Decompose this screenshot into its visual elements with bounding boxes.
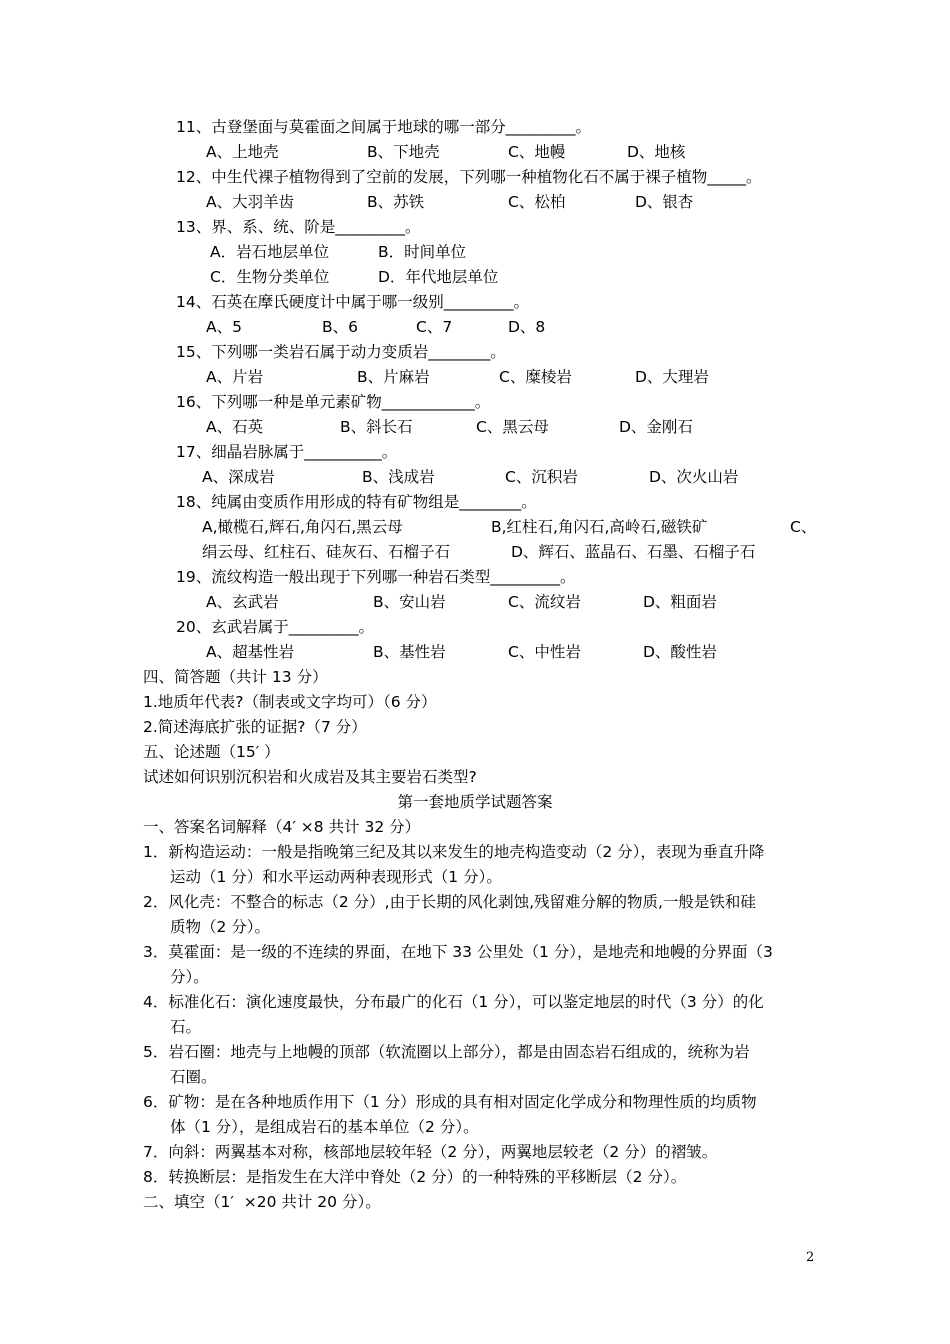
option: C、流纹岩 bbox=[508, 593, 581, 611]
answer-line: 2．风化壳：不整合的标志（2 分）,由于长期的风化剥蚀,残留难分解的物质,一般是铁和硅 bbox=[143, 893, 756, 911]
option: A、玄武岩 bbox=[206, 593, 279, 611]
option: D、地核 bbox=[627, 143, 686, 161]
option: B．时间单位 bbox=[378, 243, 467, 261]
answers-title: 第一套地质学试题答案 bbox=[397, 793, 553, 811]
answer-line: 8．转换断层：是指发生在大洋中脊处（2 分）的一种特殊的平移断层（2 分）。 bbox=[143, 1168, 687, 1186]
option: C、7 bbox=[416, 318, 453, 336]
option: B、安山岩 bbox=[373, 593, 446, 611]
option: C、松柏 bbox=[508, 193, 566, 211]
answer-line: 4．标准化石：演化速度最快，分布最广的化石（1 分），可以鉴定地层的时代（3 分）的化 bbox=[143, 993, 764, 1011]
option: D、8 bbox=[508, 318, 546, 336]
option: B、斜长石 bbox=[340, 418, 413, 436]
answer-line-continuation: 石。 bbox=[170, 1018, 202, 1036]
section-heading: 五、论述题（15′ ） bbox=[143, 743, 280, 761]
option: D、银杏 bbox=[635, 193, 694, 211]
answer-line-continuation: 石圈。 bbox=[170, 1068, 217, 1086]
essay-question: 试述如何识别沉积岩和火成岩及其主要岩石类型? bbox=[143, 768, 477, 786]
answers-section-heading: 二、填空（1′ ×20 共计 20 分）。 bbox=[143, 1193, 381, 1211]
answer-line: 3．莫霍面：是一级的不连续的界面，在地下 33 公里处（1 分），是地壳和地幔的分界面（3 bbox=[143, 943, 773, 961]
option: C、地幔 bbox=[508, 143, 566, 161]
answer-line-continuation: 体（1 分），是组成岩石的基本单位（2 分）。 bbox=[170, 1118, 479, 1136]
question-stem: 18、纯属由变质作用形成的特有矿物组是________。 bbox=[176, 493, 537, 511]
answer-line-continuation: 运动（1 分）和水平运动两种表现形式（1 分）。 bbox=[170, 868, 502, 886]
question-stem: 17、细晶岩脉属于__________。 bbox=[176, 443, 398, 461]
option: C、 bbox=[790, 518, 817, 536]
answer-line: 5．岩石圈：地壳与上地幔的顶部（软流圈以上部分），都是由固态岩石组成的，统称为岩 bbox=[143, 1043, 750, 1061]
option-continuation: 绢云母、红柱石、硅灰石、石榴子石 bbox=[202, 543, 451, 561]
question-stem: 11、古登堡面与莫霍面之间属于地球的哪一部分_________。 bbox=[176, 118, 591, 136]
short-answer-question: 2.简述海底扩张的证据?（7 分） bbox=[143, 718, 367, 736]
option: A、5 bbox=[206, 318, 242, 336]
option: B、苏铁 bbox=[367, 193, 425, 211]
answers-section-heading: 一、答案名词解释（4′ ×8 共计 32 分） bbox=[143, 818, 421, 836]
option: A、上地壳 bbox=[206, 143, 279, 161]
option: B、6 bbox=[322, 318, 358, 336]
option: D、大理岩 bbox=[635, 368, 709, 386]
option: D．年代地层单位 bbox=[378, 268, 499, 286]
option: D、辉石、蓝晶石、石墨、石榴子石 bbox=[511, 543, 756, 561]
short-answer-question: 1.地质年代表?（制表或文字均可）（6 分） bbox=[143, 693, 437, 711]
option: C、中性岩 bbox=[508, 643, 581, 661]
option: B,红柱石,角闪石,高岭石,磁铁矿 bbox=[491, 518, 708, 536]
answer-line-continuation: 分）。 bbox=[170, 968, 209, 986]
option: C、糜棱岩 bbox=[499, 368, 572, 386]
option: D、酸性岩 bbox=[643, 643, 717, 661]
option: C、沉积岩 bbox=[505, 468, 578, 486]
option: C、黑云母 bbox=[476, 418, 549, 436]
answer-line-continuation: 质物（2 分）。 bbox=[170, 918, 271, 936]
option: A、深成岩 bbox=[202, 468, 275, 486]
answer-line: 6．矿物：是在各种地质作用下（1 分）形成的具有相对固定化学成分和物理性质的均质物 bbox=[143, 1093, 757, 1111]
option: D、粗面岩 bbox=[643, 593, 717, 611]
option: A．岩石地层单位 bbox=[210, 243, 330, 261]
option: B、基性岩 bbox=[373, 643, 446, 661]
answer-line: 7．向斜：两翼基本对称，核部地层较年轻（2 分），两翼地层较老（2 分）的褶皱。 bbox=[143, 1143, 718, 1161]
option: A,橄榄石,辉石,角闪石,黑云母 bbox=[202, 518, 403, 536]
option: B、下地壳 bbox=[367, 143, 440, 161]
option: D、次火山岩 bbox=[649, 468, 739, 486]
question-stem: 12、中生代裸子植物得到了空前的发展，下列哪一种植物化石不属于裸子植物_____。 bbox=[176, 168, 762, 186]
question-stem: 14、石英在摩氏硬度计中属于哪一级别_________。 bbox=[176, 293, 529, 311]
page-number: 2 bbox=[806, 1250, 815, 1265]
option: B、片麻岩 bbox=[357, 368, 430, 386]
answer-line: 1．新构造运动：一般是指晚第三纪及其以来发生的地壳构造变动（2 分），表现为垂直升降 bbox=[143, 843, 765, 861]
question-stem: 13、界、系、统、阶是_________。 bbox=[176, 218, 421, 236]
option: A、超基性岩 bbox=[206, 643, 295, 661]
question-stem: 16、下列哪一种是单元素矿物____________。 bbox=[176, 393, 491, 411]
option: A、石英 bbox=[206, 418, 264, 436]
option: A、大羽羊齿 bbox=[206, 193, 295, 211]
option: C．生物分类单位 bbox=[210, 268, 330, 286]
option: B、浅成岩 bbox=[362, 468, 435, 486]
question-stem: 15、下列哪一类岩石属于动力变质岩________。 bbox=[176, 343, 506, 361]
option: A、片岩 bbox=[206, 368, 264, 386]
question-stem: 19、流纹构造一般出现于下列哪一种岩石类型_________。 bbox=[176, 568, 576, 586]
question-stem: 20、玄武岩属于_________。 bbox=[176, 618, 374, 636]
option: D、金刚石 bbox=[619, 418, 693, 436]
section-heading: 四、简答题（共计 13 分） bbox=[143, 668, 328, 686]
